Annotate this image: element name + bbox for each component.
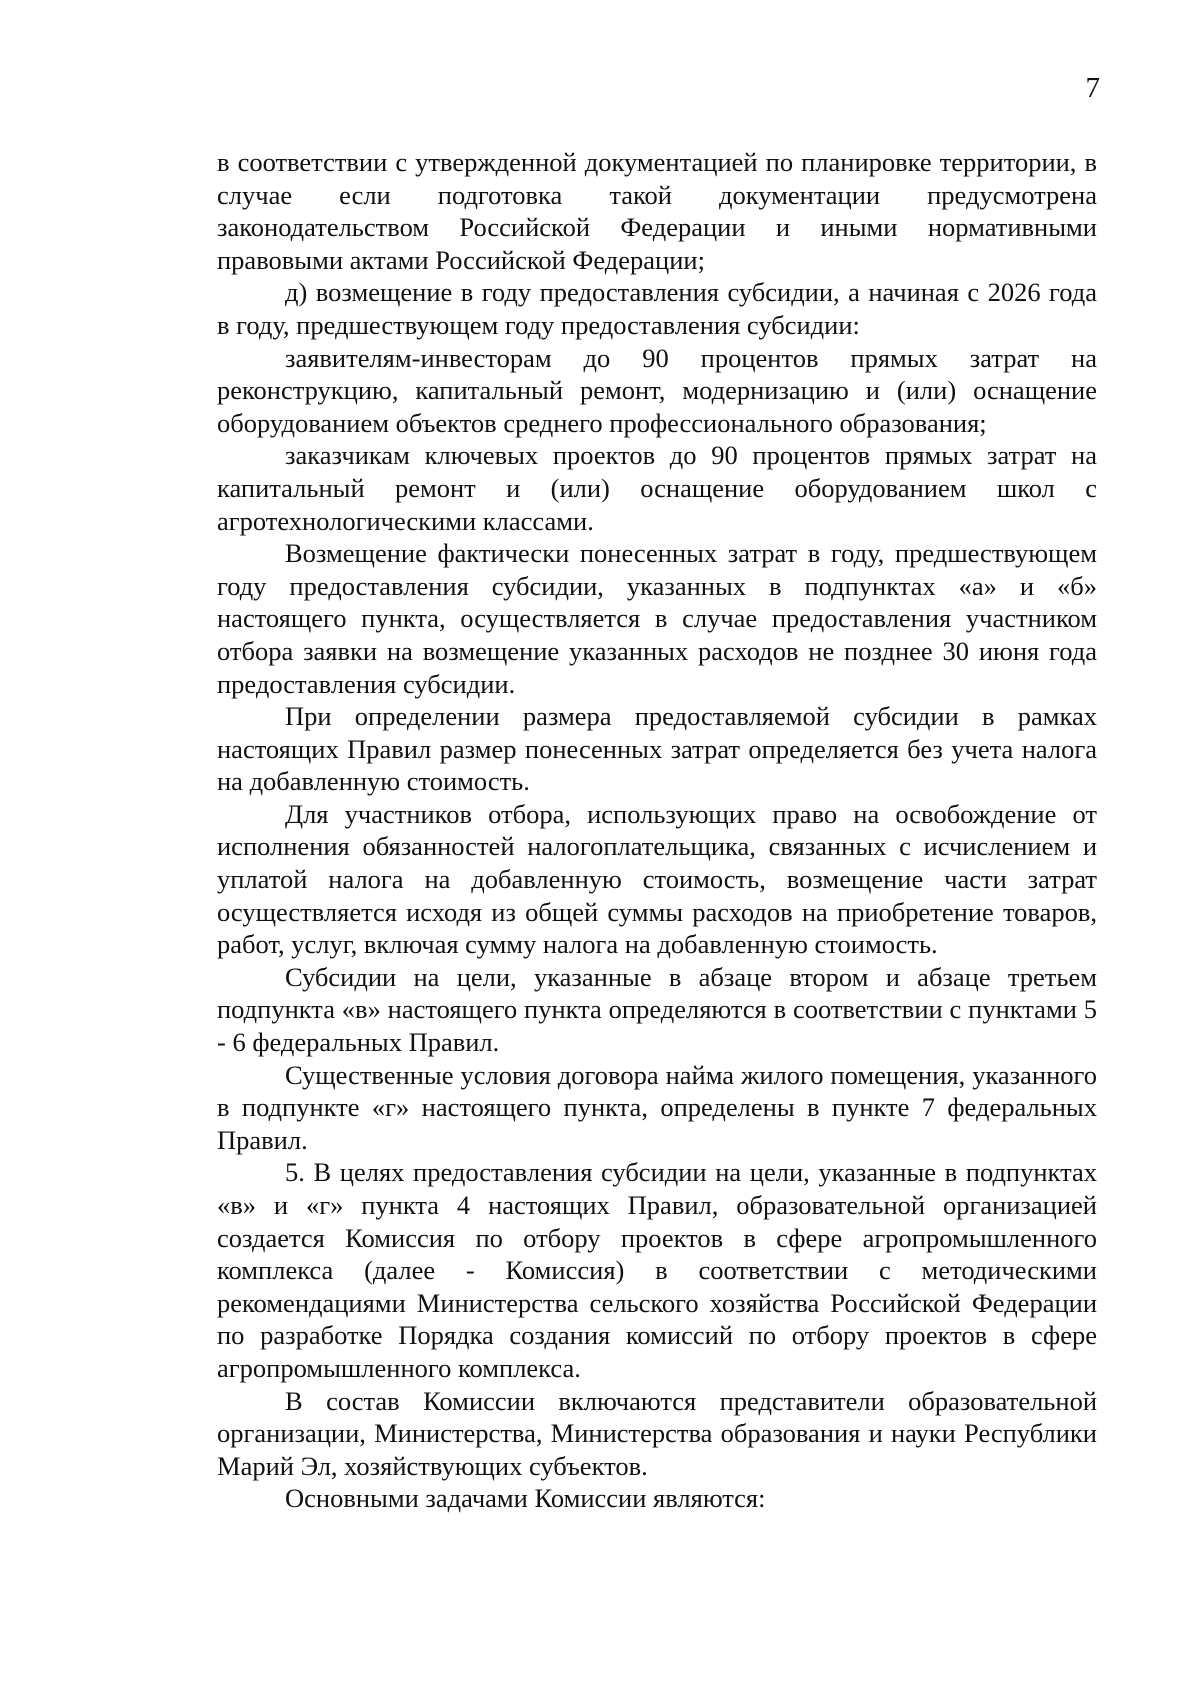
paragraph-investors: заявителям-инвесторам до 90 процентов прямых затрат на реконструкцию, капитальный ремонт, модернизацию и (или) оснащение оборудованием объектов среднего профессионального образования; — [217, 342, 1097, 438]
paragraph-vat-exemption: Для участников отбора, использующих право на освобождение от исполнения обязанностей налогоплательщика, связанных с исчислением и уплатой налога на добавленную стоимость, возмещение части затрат осуществляется исходя из общей суммы расходов на приобретение товаров, работ, услуг, включая сумму налога на добавленную стоимость. — [217, 798, 1097, 960]
paragraph-commission-members: В состав Комиссии включаются представители образовательной организации, Министерства, Министерства образования и науки Республики Марий Эл, хозяйствующих субъектов. — [217, 1385, 1097, 1481]
paragraph-vat-exclusion: При определении размера предоставляемой субсидии в рамках настоящих Правил размер понесенных затрат определяется без учета налога на добавленную стоимость. — [217, 701, 1097, 797]
paragraph-continuation: в соответствии с утвержденной документацией по планировке территории, в случае если подготовка такой документации предусмотрена законодательством Российской Федерации и иными нормативными правовыми актами Российской Федерации; — [217, 147, 1097, 275]
paragraph-subsidy-purposes: Субсидии на цели, указанные в абзаце втором и абзаце третьем подпункта «в» настоящего пункта определяются в соответствии с пунктами 5 - 6 федеральных Правил. — [217, 961, 1097, 1058]
paragraph-item-d: д) возмещение в году предоставления субсидии, а начиная с 2026 года в году, предшествующем году предоставления субсидии: — [217, 277, 1097, 340]
paragraph-lease-conditions: Существенные условия договора найма жилого помещения, указанного в подпункте «г» настоящего пункта, определены в пункте 7 федеральных Правил. — [217, 1059, 1097, 1155]
paragraph-key-projects: заказчикам ключевых проектов до 90 процентов прямых затрат на капитальный ремонт и (или) оснащение оборудованием школ с агротехнологическими классами. — [217, 440, 1097, 536]
paragraph-reimbursement: Возмещение фактически понесенных затрат в году, предшествующем году предоставления субсидии, указанных в подпунктах «а» и «б» настоящего пункта, осуществляется в случае предоставления участником отбора заявки на возмещение указанных расходов не позднее 30 июня года предоставления субсидии. — [217, 538, 1097, 699]
document-body — [217, 146, 1097, 1515]
paragraph-item-5-commission: 5. В целях предоставления субсидии на цели, указанные в подпунктах «в» и «г» пункта 4 настоящих Правил, образовательной организацией создается Комиссия по отбору проектов в сфере агропромышленного комплекса (далее - Комиссия) в соответствии с методическими рекомендациями Министерства сельского хозяйства Российской Федерации по разработке Порядка создания комиссий по отбору проектов в сфере агропромышленного комплекса. — [217, 1157, 1097, 1383]
page-number: 7 — [1085, 72, 1100, 104]
paragraph-commission-tasks: Основными задачами Комиссии являются: — [285, 1483, 766, 1514]
